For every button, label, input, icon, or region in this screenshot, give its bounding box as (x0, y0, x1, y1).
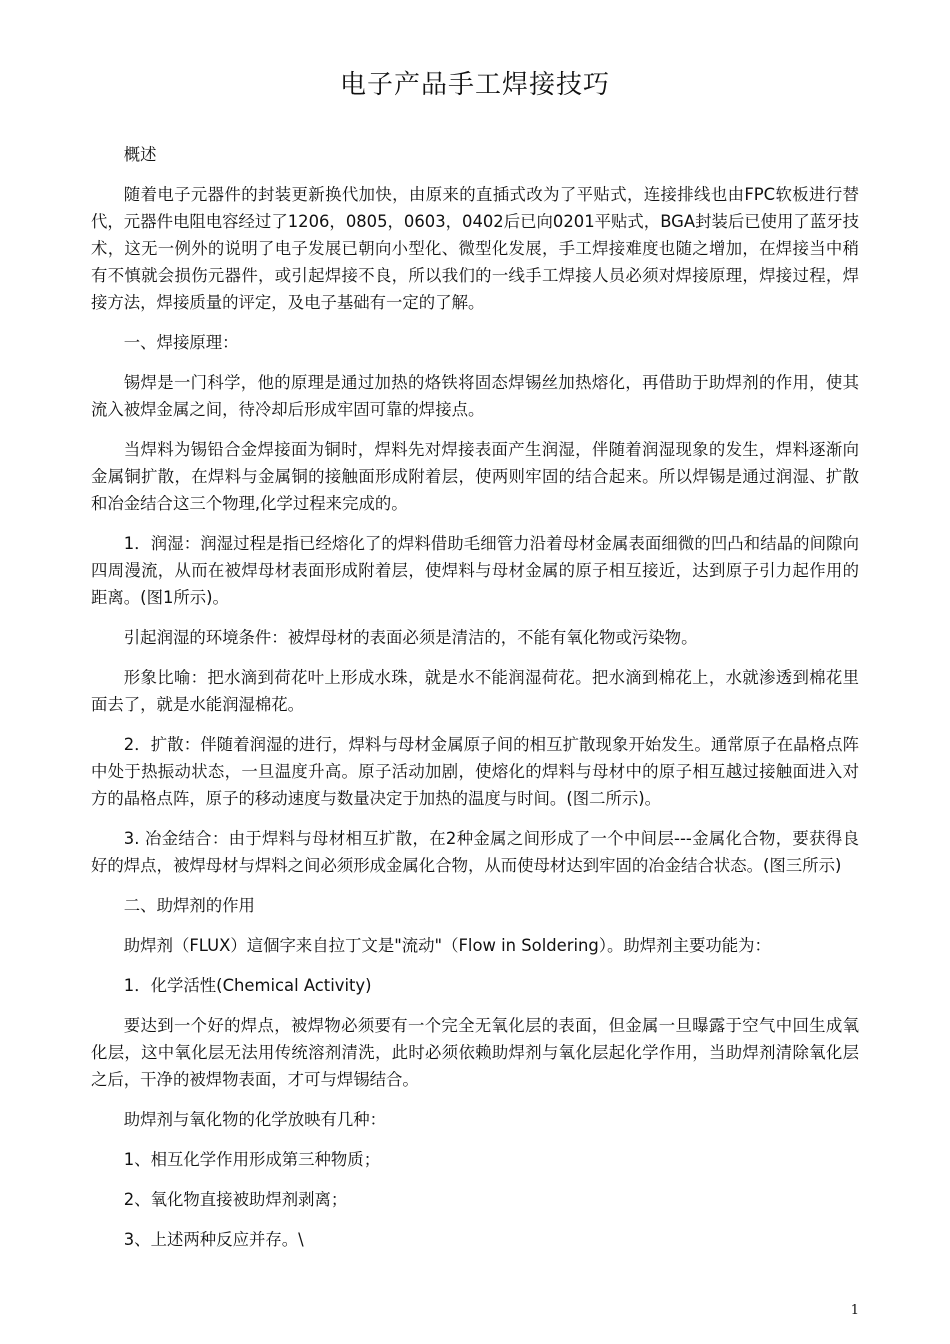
paragraph: 3、上述两种反应并存。\ (123, 1230, 304, 1249)
paragraph: 当焊料为锡铅合金焊接面为铜时，焊料先对焊接表面产生润湿，伴随着润湿现象的发生，焊料逐渐向金属铜扩散，在焊料与金属铜的接触面形成附着层，使两则牢固的结合起来。所以焊锡是通过润湿、扩散和冶金结合这三个物理,化学过程来完成的。 (91, 440, 859, 513)
paragraph: 一、焊接原理： (123, 333, 239, 352)
paragraph: 二、助焊剂的作用 (123, 896, 255, 915)
paragraph: 引起润湿的环境条件：被焊母材的表面必须是清洁的，不能有氧化物或污染物。 (123, 628, 698, 647)
paragraph: 2．扩散：伴随着润湿的进行，焊料与母材金属原子间的相互扩散现象开始发生。通常原子在晶格点阵中处于热振动状态，一旦温度升高。原子活动加剧，使熔化的焊料与母材中的原子相互越过接触面进入对方的晶格点阵，原子的移动速度与数量决定于加热的温度与时间。(图二所示)。 (91, 735, 859, 808)
paragraph: 随着电子元器件的封装更新换代加快，由原来的直插式改为了平贴式，连接排线也由FPC软板进行替代，元器件电阻电容经过了1206，0805，0603，0402后已向0201平贴式，BGA封装后已使用了蓝牙技术，这无一例外的说明了电子发展已朝向小型化、微型化发展，手工焊接难度也随之增加，在焊接当中稍有不慎就会损伤元器件，或引起焊接不良，所以我们的一线手工焊接人员必须对焊接原理，焊接过程，焊接方法，焊接质量的评定，及电子基础有一定的了解。 (91, 185, 859, 312)
paragraph: 助焊剂（FLUX）這個字来自拉丁文是"流动"（Flow in Soldering）。助焊剂主要功能为： (123, 936, 771, 955)
document-body (91, 141, 859, 1266)
paragraph: 3. 冶金结合：由于焊料与母材相互扩散，在2种金属之间形成了一个中间层---金属化合物，要获得良好的焊点，被焊母材与焊料之间必须形成金属化合物，从而使母材达到牢固的冶金结合状态。(图三所示) (91, 829, 859, 875)
paragraph: 2、氧化物直接被助焊剂剥离； (123, 1190, 348, 1209)
paragraph: 1、相互化学作用形成第三种物质； (123, 1150, 381, 1169)
paragraph: 形象比喻：把水滴到荷花叶上形成水珠，就是水不能润湿荷花。把水滴到棉花上，水就渗透到棉花里面去了，就是水能润湿棉花。 (91, 668, 859, 714)
paragraph: 概述 (123, 145, 157, 164)
page-number: 1 (850, 1303, 859, 1318)
paragraph: 1．化学活性(Chemical Activity) (123, 976, 372, 995)
paragraph: 要达到一个好的焊点，被焊物必须要有一个完全无氧化层的表面，但金属一旦曝露于空气中回生成氧化层，这中氧化层无法用传统溶剂清洗，此时必须依赖助焊剂与氧化层起化学作用，当助焊剂清除氧化层之后，干净的被焊物表面，才可与焊锡结合。 (91, 1016, 859, 1089)
paragraph: 锡焊是一门科学，他的原理是通过加热的烙铁将固态焊锡丝加热熔化，再借助于助焊剂的作用，使其流入被焊金属之间，待冷却后形成牢固可靠的焊接点。 (91, 373, 859, 419)
paragraph: 1．润湿：润湿过程是指已经熔化了的焊料借助毛细管力沿着母材金属表面细微的凹凸和结晶的间隙向四周漫流，从而在被焊母材表面形成附着层，使焊料与母材金属的原子相互接近，达到原子引力起作用的距离。(图1所示)。 (91, 534, 859, 607)
paragraph: 助焊剂与氧化物的化学放映有几种： (123, 1110, 387, 1129)
document-title: 电子产品手工焊接技巧 (339, 70, 610, 100)
